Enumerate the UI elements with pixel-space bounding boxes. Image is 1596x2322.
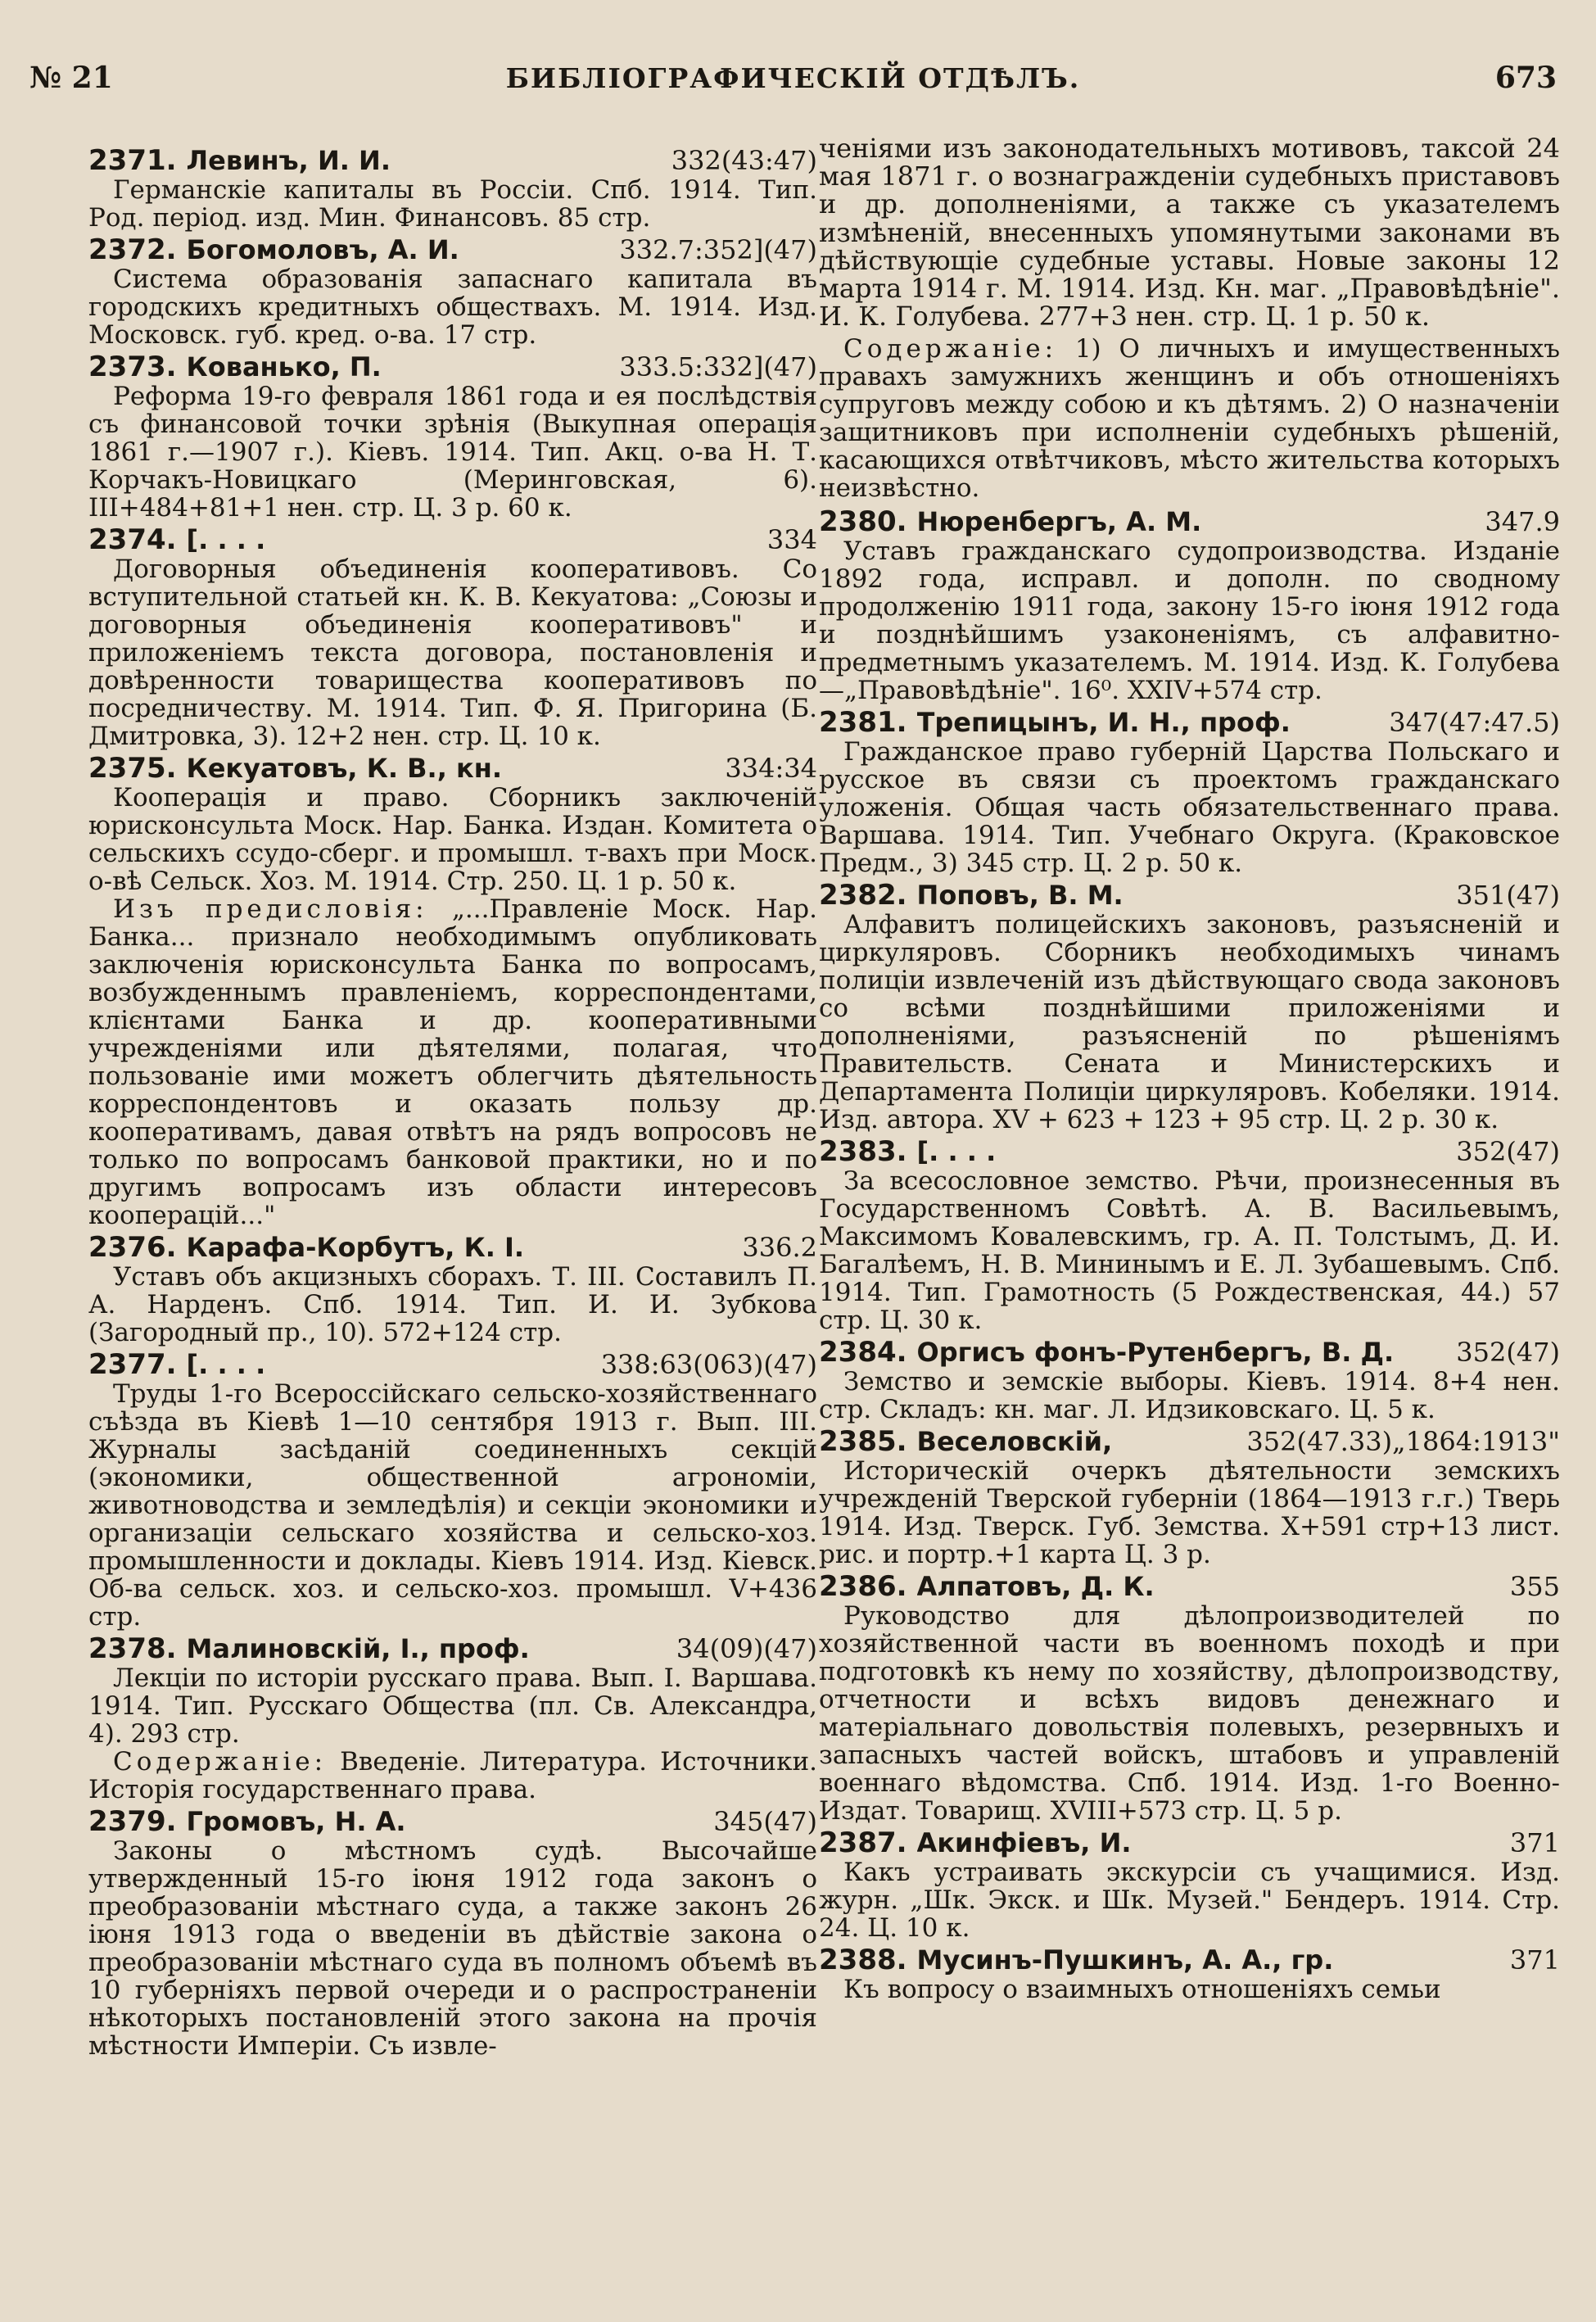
note-label: Содержаніе:	[843, 334, 1058, 364]
right-column	[819, 134, 1560, 2007]
entry-description: За всесословное земство. Рѣчи, произнесенныя въ Государственномъ Совѣтѣ. А. В. Васильевымъ, Максимомъ Ковалевскимъ, гр. А. П. Толстымъ, Д. И. Багалѣемъ, Н. В. Мининымъ и Е. Л. Зубашевымъ. Спб. 1914. Тип. Грамотность (5 Рождественская, 44.) 57 стр. Ц. 30 к.	[819, 1166, 1560, 1336]
continued-entry-text: ченіями изъ законодательныхъ мотивовъ, таксой 24 мая 1871 г. о вознагражденіи судебныхъ приставовъ и др. дополненіями, а также съ указателемъ измѣненій, внесенныхъ упомянутыми законами въ дѣйствующіе судебные уставы. Новые законы 12 марта 1914 г. М. 1914. Изд. Кн. маг. „Правовѣдѣніе". И. К. Голубева. 277+3 нен. стр. Ц. 1 р. 50 к.	[819, 133, 1560, 333]
issue-number: № 21	[29, 61, 113, 95]
entry-description: Труды 1-го Всероссійскаго сельско-хозяйственнаго съѣзда въ Кіевѣ 1—10 сентября 1913 г. Вып. III. Журналы засѣданій соединенныхъ секцій (экономики, общественной агрономіи, животноводства и земледѣлія) и секціи экономики и организаціи сельскаго хозяйства и сельско-хоз. промышленности и доклады. Кіевъ 1914. Изд. Кіевск. Об-ва сельск. хоз. и сельско-хоз. промышл. V+436 стр.	[88, 1379, 817, 1632]
entry-classification: 34(09)(47)	[676, 1633, 817, 1664]
entry-number: 2384.	[819, 1336, 907, 1369]
note-text: 1) О личныхъ и имущественныхъ правахъ замужнихъ женщинъ и объ отношеніяхъ супруговъ между собою и къ дѣтямъ. 2) О назначеніи защитниковъ при исполненіи судебныхъ рѣшеній, касающихся отвѣтчиковъ, мѣсто жительства которыхъ неизвѣстно.	[819, 334, 1560, 504]
entry-author: Громовъ, Н. А.	[186, 1807, 406, 1837]
entry-heading	[88, 525, 817, 555]
note-label: Изъ предисловія:	[113, 894, 428, 924]
entry-heading	[88, 1233, 817, 1263]
entry-author: Кекуатовъ, К. В., кн.	[186, 754, 502, 784]
note-text: „...Правленіе Моск. Нар. Банка... признало необходимымъ опубликовать заключенія юрисконсульта Банка по вопросамъ, возбужденнымъ правленіемъ, корреспондентами, клієнтами Банка и др. кооперативными учрежденіями или дѣятелями, полагая, что пользованіе ими можетъ облегчить дѣятельность корреспондентовъ и оказать пользу др. кооперативамъ, давая отвѣтъ на рядъ вопросовъ не только по вопросамъ банковой практики, но и по другимъ вопросамъ изъ области интересовъ кооперацій..."	[88, 894, 817, 1230]
entry-author: Богомоловъ, А. И.	[186, 235, 459, 265]
entry-classification: 352(47.33)„1864:1913"	[1246, 1426, 1560, 1458]
entry-heading	[88, 146, 817, 176]
entry-heading	[819, 1338, 1560, 1368]
entry-note	[88, 1748, 817, 1804]
entry-heading	[819, 507, 1560, 537]
entry-description: Договорныя объединенія кооперативовъ. Со вступительной статьей кн. К. В. Кекуатова: „Союзы и договорныя объединенія кооперативовъ" и приложеніемъ текста договора, постановленія и довѣренности товарищества кооперативовъ по посредничеству. М. 1914. Тип. Ф. Я. Пригорина (Б. Дмитровка, 3). 12+2 нен. стр. Ц. 10 к.	[88, 554, 817, 751]
entry-classification: 355	[1509, 1571, 1560, 1603]
note-text: Введеніе. Литература. Источники. Исторія государственнаго права.	[88, 1747, 817, 1804]
bib-entry	[88, 754, 817, 1229]
entry-number: 2380.	[819, 505, 907, 539]
entry-number: 2381.	[819, 706, 907, 740]
entry-number: 2374.	[88, 523, 177, 556]
entry-number: 2375.	[88, 752, 177, 785]
entry-heading	[819, 1137, 1560, 1167]
entry-classification: 334:34	[725, 753, 817, 784]
entry-description: Система образованія запаснаго капитала въ городскихъ кредитныхъ обществахъ. М. 1914. Изд. Московск. губ. кред. о-ва. 17 стр.	[88, 265, 817, 350]
bib-entry	[88, 1634, 817, 1804]
entry-author: Левинъ, И. И.	[186, 146, 391, 176]
bib-entry	[819, 1427, 1560, 1568]
entry-number: 2383.	[819, 1135, 907, 1169]
bib-entry	[819, 1828, 1560, 1942]
entry-author: [. . . .	[186, 525, 266, 555]
entry-author: Трепицынъ, И. Н., проф.	[916, 708, 1291, 739]
bib-entry	[88, 1807, 817, 2060]
entry-description: Уставъ гражданскаго судопроизводства. Изданіе 1892 года, исправл. и дополн. по сводному продолженію 1911 года, закону 15-го іюня 1912 года и позднѣйшимъ узаконеніямъ, съ алфавитно-предметнымъ указателемъ. М. 1914. Изд. К. Голубева—„Правовѣдѣніе". 16⁰. XXIV+574 стр.	[819, 536, 1560, 706]
entry-description: Германскіе капиталы въ Россіи. Спб. 1914. Тип. Род. період. изд. Мин. Финансовъ. 85 стр.	[88, 175, 817, 233]
entry-author: Нюренбергъ, А. М.	[916, 507, 1202, 538]
entry-number: 2376.	[88, 1231, 177, 1264]
entry-description: Какъ устраивать экскурсіи съ учащимися. Изд. журн. „Шк. Экск. и Шк. Музей." Бендеръ. 1914. Стр. 24. Ц. 10 к.	[819, 1858, 1560, 1944]
entry-heading	[88, 235, 817, 265]
entry-description: Историческій очеркъ дѣятельности земскихъ учрежденій Тверской губерніи (1864—1913 г.г.) Тверь 1914. Изд. Тверск. Губ. Земства. X+591 стр+13 лист. рис. и портр.+1 карта Ц. 3 р.	[819, 1456, 1560, 1570]
entry-author: Мусинъ-Пушкинъ, А. А., гр.	[916, 1945, 1334, 1976]
bib-entry	[819, 708, 1560, 877]
entry-classification: 371	[1509, 1827, 1560, 1859]
entry-number: 2373.	[88, 351, 177, 383]
bib-entry	[88, 1233, 817, 1347]
entry-author: Веселовскій,	[916, 1427, 1113, 1458]
entry-classification: 351(47)	[1456, 880, 1560, 912]
entry-heading	[819, 1828, 1560, 1858]
entry-heading	[88, 1634, 817, 1664]
bib-entry	[88, 525, 817, 750]
entry-note	[819, 335, 1560, 502]
entry-description: Къ вопросу о взаимныхъ отношеніяхъ семьи	[843, 1975, 1441, 2005]
entry-heading	[88, 352, 817, 382]
entry-heading	[819, 708, 1560, 738]
bib-entry	[88, 235, 817, 349]
entry-heading	[819, 880, 1560, 911]
entry-classification: 333.5:332](47)	[619, 351, 817, 382]
bib-entry	[88, 146, 817, 232]
entry-classification: 332(43:47)	[671, 145, 817, 176]
bib-entry	[819, 1137, 1560, 1334]
entry-author: Оргисъ фонъ-Рутенбергъ, В. Д.	[916, 1338, 1395, 1369]
entry-author: [. . . .	[916, 1137, 997, 1168]
entry-number: 2377.	[88, 1348, 177, 1381]
entry-heading	[819, 1427, 1560, 1457]
bib-entry	[819, 507, 1560, 704]
bib-entry	[819, 1572, 1560, 1825]
entry-number: 2386.	[819, 1570, 907, 1604]
page-number: 673	[1494, 61, 1557, 95]
entry-classification: 336.2	[742, 1232, 817, 1263]
entry-description: Законы о мѣстномъ судѣ. Высочайше утвержденный 15-го іюня 1912 года законъ о преобразованіи мѣстнаго суда, а также законъ 26 іюня 1913 года о введеніи въ дѣйствіе закона о преобразованіи мѣстнаго суда въ полномъ объемѣ въ 10 губерніяхъ первой очереди и о распространеніи нѣкоторыхъ постановленій этого закона на прочія мѣстности Имперіи. Съ извле-	[88, 1836, 817, 2061]
entry-author: Акинфіевъ, И.	[916, 1828, 1132, 1859]
entry-classification: 345(47)	[713, 1806, 817, 1837]
entry-number: 2382.	[819, 879, 907, 912]
running-head	[29, 61, 1557, 110]
entry-author: Кованько, П.	[186, 352, 382, 382]
entry-heading	[88, 754, 817, 784]
entry-number: 2372.	[88, 233, 177, 266]
entry-classification: 347.9	[1485, 506, 1560, 538]
entry-number: 2385.	[819, 1425, 907, 1459]
entry-description: Уставъ объ акцизныхъ сборахъ. Т. III. Составилъ П. А. Нарденъ. Спб. 1914. Тип. И. И. Зубкова (Загородный пр., 10). 572+124 стр.	[88, 1262, 817, 1347]
entry-classification: 334	[766, 524, 817, 555]
entry-heading	[819, 1572, 1560, 1602]
entry-description: Лекціи по исторіи русскаго права. Вып. I. Варшава. 1914. Тип. Русскаго Общества (пл. Св. Александра, 4). 293 стр.	[88, 1663, 817, 1749]
entry-author: Малиновскій, І., проф.	[186, 1634, 530, 1664]
bib-entry	[819, 1945, 1560, 2003]
entry-classification: 347(47:47.5)	[1389, 707, 1560, 739]
left-column	[88, 146, 817, 2063]
entry-number: 2378.	[88, 1632, 177, 1665]
entry-heading	[88, 1807, 817, 1837]
bib-entry	[88, 1350, 817, 1631]
note-label: Содержаніе:	[113, 1747, 328, 1777]
entry-number: 2387.	[819, 1826, 907, 1860]
bib-entry	[819, 880, 1560, 1134]
entry-description: Земство и земскіе выборы. Кіевъ. 1914. 8+4 нен. стр. Складъ: кн. маг. Л. Идзиковскаго. Ц. 5 к.	[819, 1367, 1560, 1425]
entry-description: Руководство для дѣлопроизводителей по хозяйственной части въ военномъ походѣ и при подготовкѣ къ нему по хозяйству, дѣлопроизводству, отчетности и всѣхъ видовъ денежнаго и матеріальнаго довольствія полевыхъ, резервныхъ и запасныхъ частей войскъ, штабовъ и управленій военнаго вѣдомства. Спб. 1914. Изд. 1-го Военно-Издат. Товарищ. XVIII+573 стр. Ц. 5 р.	[819, 1601, 1560, 1826]
bib-entry	[88, 352, 817, 522]
entry-classification: 352(47)	[1456, 1136, 1560, 1168]
entry-number: 2388.	[819, 1944, 907, 1977]
entry-description: Реформа 19-го февраля 1861 года и ея послѣдствія съ финансовой точки зрѣнія (Выкупная операція 1861 г.—1907 г.). Кіевъ. 1914. Тип. Акц. о-ва Н. Т. Корчакъ-Новицкаго (Меринговская, 6). III+484+81+1 нен. стр. Ц. 3 р. 60 к.	[88, 382, 817, 523]
entry-number: 2371.	[88, 144, 177, 177]
entry-classification: 332.7:352](47)	[619, 234, 817, 265]
entry-heading	[819, 1945, 1560, 1976]
entry-note	[88, 895, 817, 1229]
entry-author: Карафа-Корбутъ, К. І.	[186, 1233, 525, 1263]
entry-author: Поповъ, В. М.	[916, 880, 1124, 912]
entry-description: Кооперація и право. Сборникъ заключеній юрисконсульта Моск. Нар. Банка. Издан. Комитета о сельскихъ ссудо-сберг. и промышл. т-вахъ при Моск. о-вѣ Сельск. Хоз. М. 1914. Стр. 250. Ц. 1 р. 50 к.	[88, 783, 817, 896]
entry-author: Алпатовъ, Д. К.	[916, 1572, 1155, 1603]
entry-classification: 352(47)	[1456, 1337, 1560, 1369]
entry-classification: 371	[1509, 1944, 1560, 1976]
entry-description: Алфавитъ полицейскихъ законовъ, разъясненій и циркуляровъ. Сборникъ необходимыхъ чинамъ полиціи извлеченій изъ дѣйствующаго свода законовъ со всѣми позднѣйшими приложеніями и дополненіями, разъясненій по рѣшеніямъ Правительств. Сената и Министерскихъ и Департамента Полиціи циркуляровъ. Кобеляки. 1914. Изд. автора. XV + 623 + 123 + 95 стр. Ц. 2 р. 30 к.	[819, 910, 1560, 1135]
bib-entry	[819, 1338, 1560, 1424]
entry-number: 2379.	[88, 1805, 177, 1838]
entry-description: Гражданское право губерній Царства Польскаго и русское въ связи съ проектомъ гражданскаго уложенія. Общая часть обязательственнаго права. Варшава. 1914. Тип. Учебнаго Округа. (Краковское Предм., 3) 345 стр. Ц. 2 р. 50 к.	[819, 737, 1560, 879]
entry-classification: 338:63(063)(47)	[600, 1349, 817, 1380]
section-title: БИБЛІОГРАФИЧЕСКІЙ ОТДѢЛЪ.	[505, 62, 1081, 94]
entry-heading	[88, 1350, 817, 1380]
entry-author: [. . . .	[186, 1350, 266, 1380]
